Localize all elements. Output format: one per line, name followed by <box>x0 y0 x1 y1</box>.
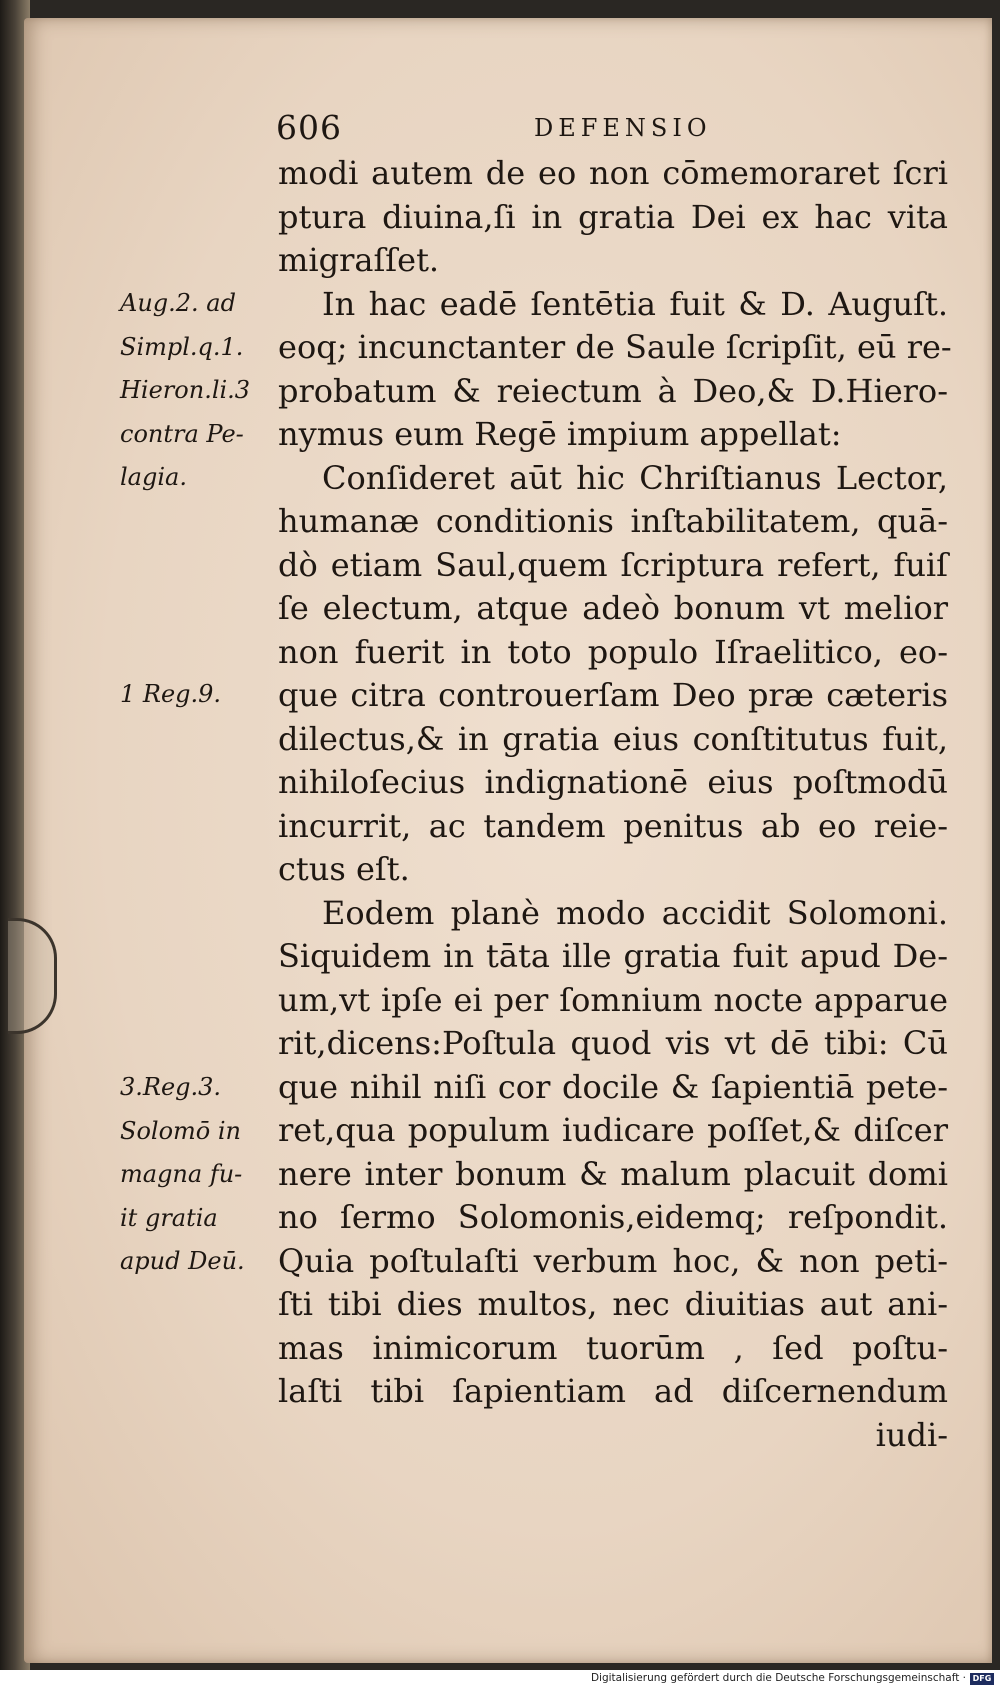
text-line: probatum & reiectum à Deo,& D.Hiero- <box>278 371 948 410</box>
text-line: Conſideret aūt hic Chriſtianus Lector, <box>322 458 948 497</box>
text-line: um,vt ipſe ei per ſomnium nocte apparue <box>278 980 948 1019</box>
text-line: Quia poſtulaſti verbum hoc, & non peti- <box>278 1241 948 1280</box>
marginal-line: Solomō in <box>120 1116 241 1145</box>
text-line: incurrit, ac tandem penitus ab eo reie- <box>278 806 948 845</box>
marginal-line: lagia. <box>120 463 187 491</box>
footer-bar <box>0 1670 1000 1688</box>
text-line: non fuerit in toto populo Iſraelitico, eo- <box>278 632 948 671</box>
text-line: eoq; incunctanter de Saule ſcripſit, eū re- <box>278 328 952 366</box>
body-text <box>278 152 952 1457</box>
text-line: ret,qua populum iudicare poſſet,& diſcer <box>278 1111 948 1149</box>
text-line: modi autem de eo non cōmemoraret ſcri <box>278 154 948 192</box>
text-line: ctus eſt. <box>278 850 410 888</box>
marginal-note-reg9 <box>120 673 270 717</box>
page-number: 606 <box>276 108 342 147</box>
marginal-line: apud Deū. <box>120 1247 245 1275</box>
text-line: ſe electum, atque adeò bonum vt melior <box>278 589 948 627</box>
text-line: que citra controuerſam Deo præ cæteris <box>278 676 948 714</box>
text-line: migraſſet. <box>278 241 440 279</box>
text-line: nymus eum Regē impium appellat: <box>278 415 842 453</box>
marginal-line: Simpl.q.1. <box>120 332 244 361</box>
marginal-note-augustine <box>120 282 270 500</box>
funding-credit: Digitalisierung gefördert durch die Deutsche Forschungsgemeinschaft · <box>590 1672 966 1684</box>
page-clip-bookmark <box>8 918 57 1034</box>
text-line: humanæ conditionis inſtabilitatem, quā- <box>278 502 948 540</box>
marginal-line: it gratia <box>120 1203 218 1232</box>
text-line: dò etiam Saul,quem ſcriptura refert, fuiſ <box>278 545 948 584</box>
marginal-line: contra Pe- <box>120 419 244 448</box>
text-line: que nihil niſi cor docile & ſapientiā pete- <box>278 1067 948 1106</box>
marginal-note-solomon <box>120 1066 270 1284</box>
text-line: dilectus,& in gratia eius conſtitutus fuit, <box>278 719 948 758</box>
text-line: Siquidem in tāta ille gratia fuit apud De- <box>278 937 948 975</box>
text-line: nihiloſecius indignationē eius poſtmodū <box>278 763 948 801</box>
marginal-line: Hieron.li.3 <box>120 376 251 404</box>
text-line: no ſermo Solomonis,eidemq; reſpondit. <box>278 1198 948 1236</box>
marginal-line: 3.Reg.3. <box>120 1073 222 1101</box>
dfg-logo: DFG <box>970 1673 994 1685</box>
text-line: laſti tibi ſapientiam ad diſcernendum <box>278 1372 948 1410</box>
text-line: nere inter bonum & malum placuit domi <box>278 1154 948 1193</box>
page-header <box>276 108 956 148</box>
marginal-line: Aug.2. ad <box>120 289 236 317</box>
text-line: Eodem planè modo accidit Solomoni. <box>322 893 948 932</box>
marginal-line: 1 Reg.9. <box>120 680 222 708</box>
text-line: In hac eadē ſentētia fuit & D. Auguſt. <box>322 284 948 323</box>
text-line: mas inimicorum tuorūm , ſed poſtu- <box>278 1328 948 1367</box>
running-head: DEFENSIO <box>534 114 712 142</box>
catchword: iudi- <box>875 1415 948 1454</box>
marginal-line: magna fu- <box>120 1160 243 1188</box>
text-line: ptura diuina,ſi in gratia Dei ex hac vita <box>278 197 948 236</box>
text-line: rit,dicens:Poſtula quod vis vt dē tibi: Cū <box>278 1024 948 1062</box>
text-line: ſti tibi dies multos, nec diuitias aut ani- <box>278 1285 948 1323</box>
